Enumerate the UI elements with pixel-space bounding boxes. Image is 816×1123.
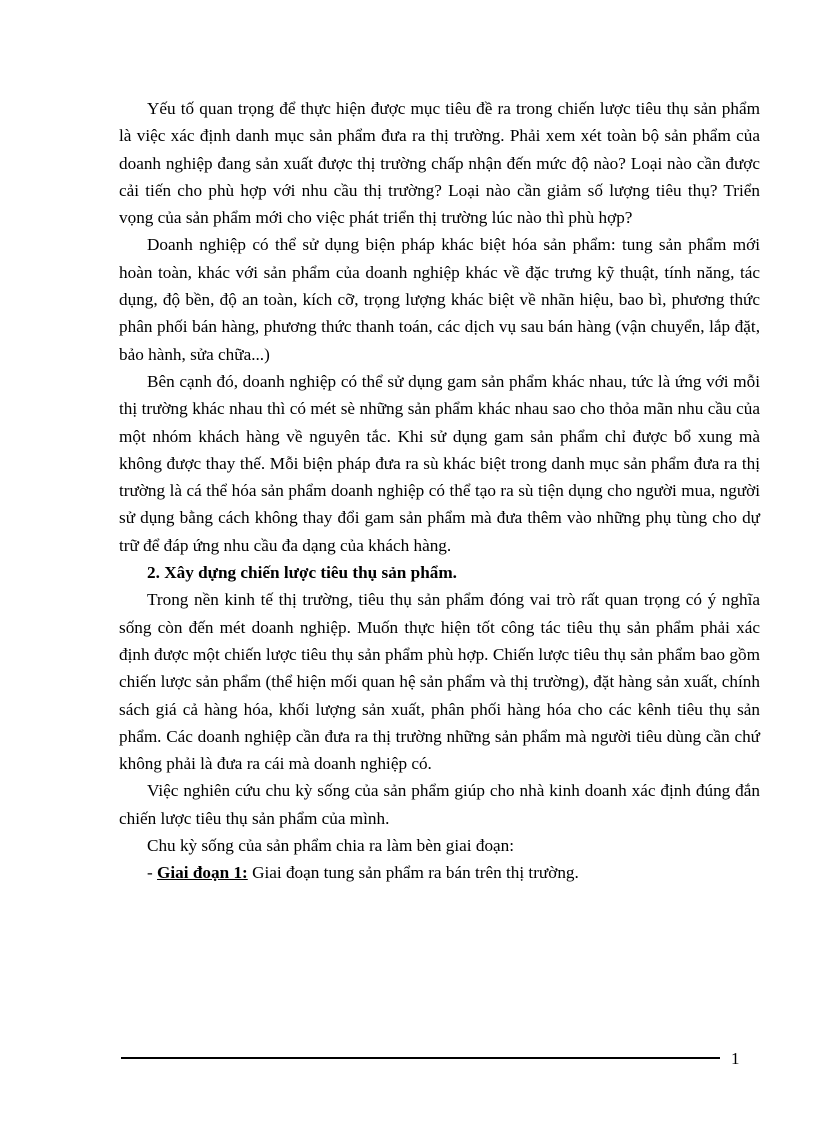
page-number: 1 xyxy=(731,1049,740,1068)
list-dash: - xyxy=(147,863,158,883)
section-heading: 2. Xây dựng chiến lược tiêu thụ sản phẩm. xyxy=(147,563,457,583)
document-body xyxy=(119,95,760,887)
stage-text: Giai đoạn tung sản phẩm ra bán trên thị trường. xyxy=(247,863,579,883)
paragraph-market-economy: Trong nền kinh tế thị trường, tiêu thụ sản phẩm đóng vai trò rất quan trọng có ý nghĩa sống còn đến mét doanh nghiệp. Muốn thực hiện tốt công tác tiêu thụ sản phẩm phải xác định được một chiến lược tiêu thụ sản phẩm phù hợp. Chiến lược tiêu thụ sản phẩm bao gồm chiến lược sản phẩm (thể hiện mối quan hệ sản phẩm và thị trường), đặt hàng sản xuất, chính sách giá cả hàng hóa, khối lượng sản xuất, phân phối hàng hóa cho các kênh tiêu thụ sản phẩm. Các doanh nghiệp cần đưa ra thị trường những sản phẩm mà người tiêu dùng cần chứ không phải là đưa ra cái mà doanh nghiệp có. xyxy=(119,590,760,774)
stage-label: Giai đoạn 1: xyxy=(157,863,248,883)
list-item-stage-1 xyxy=(119,859,760,886)
paragraph-product-range: Bên cạnh đó, doanh nghiệp có thể sử dụng gam sản phẩm khác nhau, tức là ứng với mỗi thị trường khác nhau thì có mét sè những sản phẩm khác nhau sao cho thỏa mãn nhu cầu của một nhóm khách hàng về nguyên tắc. Khi sử dụng gam sản phẩm chỉ được bổ xung mà không được thay thế. Mỗi biện pháp đưa ra sù khác biệt trong danh mục sản phẩm đưa ra thị trường là cá thể hóa sản phẩm doanh nghiệp có thể tạo ra sù tiện dụng cho người mua, người sử dụng bằng cách không thay đổi gam sản phẩm mà đưa thêm vào những phụ tùng cho dự trữ để đáp ứng nhu cầu đa dạng của khách hàng. xyxy=(119,371,760,555)
footer-rule xyxy=(121,1057,720,1059)
paragraph-product-portfolio: Yếu tố quan trọng để thực hiện được mục tiêu đề ra trong chiến lược tiêu thụ sản phẩm là việc xác định danh mục sản phẩm đưa ra thị trường. Phải xem xét toàn bộ sản phẩm của doanh nghiệp đang sản xuất được thị trường chấp nhận đến mức độ nào? Loại nào cần được cải tiến cho phù hợp với nhu cầu thị trường? Loại nào cần giảm số lượng tiêu thụ? Triển vọng của sản phẩm mới cho việc phát triển thị trường lúc nào thì phù hợp? xyxy=(119,99,760,228)
paragraph-life-cycle-stages: Chu kỳ sống của sản phẩm chia ra làm bèn giai đoạn: xyxy=(147,836,515,856)
paragraph-differentiation: Doanh nghiệp có thể sử dụng biện pháp khác biệt hóa sản phẩm: tung sản phẩm mới hoàn toàn, khác với sản phẩm của doanh nghiệp khác về đặc trưng kỹ thuật, tính năng, tác dụng, độ bền, độ an toàn, kích cỡ, trọng lượng khác biệt về nhãn hiệu, bao bì, phương thức phân phối bán hàng, phương thức thanh toán, các dịch vụ sau bán hàng (vận chuyển, lắp đặt, bảo hành, sửa chữa...) xyxy=(119,235,760,364)
paragraph-life-cycle-research: Việc nghiên cứu chu kỳ sống của sản phẩm giúp cho nhà kinh doanh xác định đúng đắn chiến lược tiêu thụ sản phẩm của mình. xyxy=(119,781,760,828)
